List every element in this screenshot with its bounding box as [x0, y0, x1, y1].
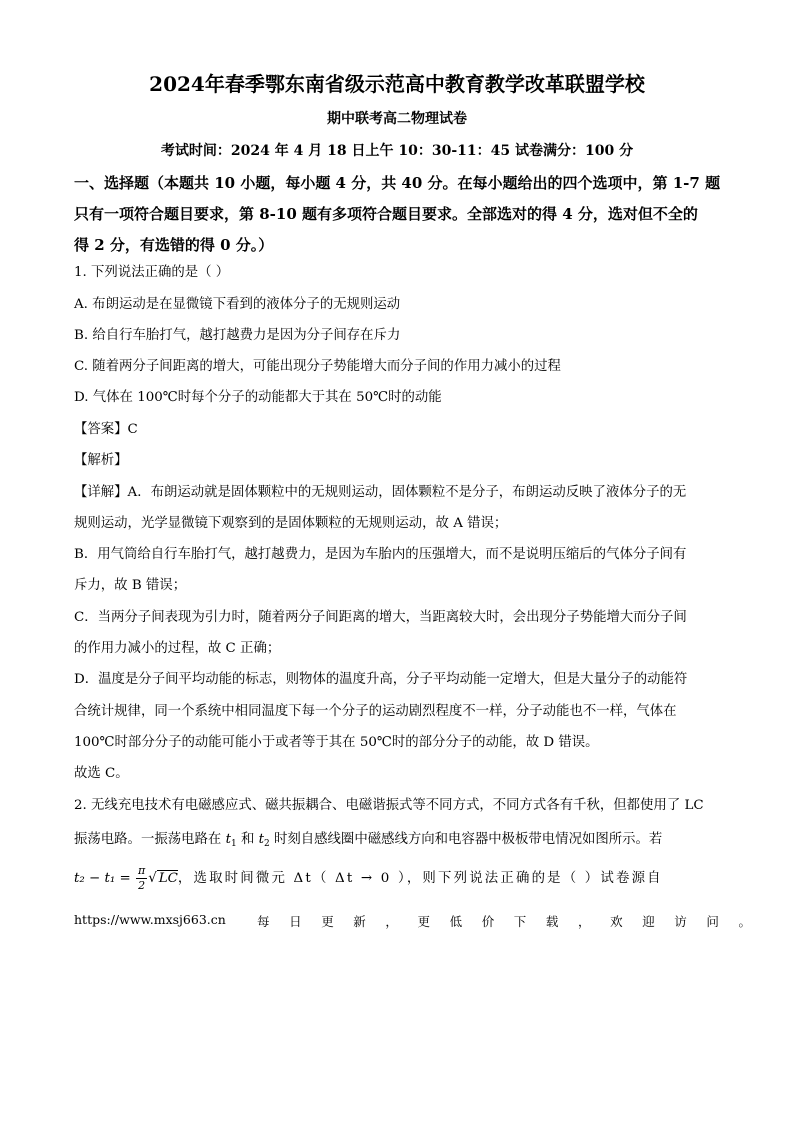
q2-line2 — [74, 830, 662, 854]
q1-stem: 1. 下列说法正确的是（ ） — [74, 265, 230, 280]
q2-line2-text: 时刻自感线圈中磁感线方向和电容器中极板带电情况如图所示。若 — [269, 832, 663, 847]
q1-conclusion: 故选 C。 — [74, 766, 129, 781]
section-line: 一、选择题（本题共 10 小题，每小题 4 分，共 40 分。在每小题给出的四个选项中，第 1-7 题 — [74, 174, 721, 192]
q1-option-b: B. 给自行车胎打气，越打越费力是因为分子间存在斥力 — [74, 328, 401, 343]
formula-lhs: t₂ − t₁ = — [74, 871, 131, 886]
fraction-denominator: 2 — [138, 879, 146, 892]
exam-title: 2024年春季鄂东南省级示范高中教育教学改革联盟学校 — [149, 72, 645, 96]
section-instructions — [74, 168, 724, 261]
t1-subscript: 1 — [230, 839, 237, 849]
fraction-numerator: π — [137, 864, 146, 877]
t2-subscript: 2 — [263, 839, 270, 849]
t1-symbol: t — [225, 832, 231, 847]
q1-detail-line: D．温度是分子间平均动能的标志，则物体的温度升高，分子平均动能一定增大，但是大量分子的动能符 — [74, 672, 688, 687]
t2-symbol: t — [258, 832, 264, 847]
q1-detail-line: 规则运动，光学显微镜下观察到的是固体颗粒的无规则运动，故 A 错误； — [74, 516, 508, 531]
q1-detail-line: 的作用力减小的过程，故 C 正确； — [74, 641, 281, 656]
q1-answer: 【答案】C — [74, 422, 138, 437]
q1-option-c: C. 随着两分子间距离的增大，可能出现分子势能增大而分子间的作用力减小的过程 — [74, 359, 561, 374]
q2-line3-text: ，选取时间微元 Δt（ Δt → 0 ），则下列说法正确的是（ ）试卷源自 — [177, 871, 663, 886]
q2-line2-text: 和 — [236, 832, 259, 847]
sqrt-content: LC — [158, 871, 178, 886]
q2-formula-line — [74, 864, 663, 904]
q1-detail-line: 合统计规律，同一个系统中相同温度下每一个分子的运动剧烈程度不一样，分子动能也不一样，气体在 — [74, 704, 677, 719]
exam-info: 考试时间：2024 年 4 月 18 日上午 10：30-11：45 试卷满分：100 分 — [160, 143, 634, 159]
q1-option-d: D. 气体在 100℃时每个分子的动能都大于其在 50℃时的动能 — [74, 390, 442, 405]
q2-line1: 2. 无线充电技术有电磁感应式、磁共振耦合、电磁谐振式等不同方式，不同方式各有千秋，但都使用了 LC — [74, 798, 704, 813]
q1-analysis-label: 【解析】 — [74, 453, 128, 468]
q1-detail-line: 【详解】A．布朗运动就是固体颗粒中的无规则运动，固体颗粒不是分子，布朗运动反映了液体分子的无 — [74, 485, 687, 500]
source-url: https://www.mxsj663.cn — [74, 912, 226, 927]
exam-subtitle: 期中联考高二物理试卷 — [327, 111, 467, 127]
section-line: 只有一项符合题目要求，第 8-10 题有多项符合题目要求。全部选对的得 4 分，选对但不全的 — [74, 205, 698, 223]
section-line: 得 2 分，有选错的得 0 分。） — [74, 236, 274, 254]
sqrt-sign: √ — [148, 871, 157, 886]
footer-notice: 每日更新，更低价下载，欢迎访问。 — [257, 914, 771, 929]
pi-over-2-fraction — [136, 864, 147, 893]
footer — [74, 912, 771, 929]
q1-option-a: A. 布朗运动是在显微镜下看到的液体分子的无规则运动 — [74, 297, 401, 312]
q1-detail-line: B．用气筒给自行车胎打气，越打越费力，是因为车胎内的压强增大，而不是说明压缩后的气体分子间有 — [74, 547, 687, 562]
q2-line2-text: 振荡电路。一振荡电路在 — [74, 832, 226, 847]
q1-detail-line: 100℃时部分分子的动能可能小于或者等于其在 50℃时的部分分子的动能，故 D 错误。 — [74, 735, 599, 750]
q1-detail-line: 斥力，故 B 错误； — [74, 578, 187, 593]
q1-detail-line: C．当两分子间表现为引力时，随着两分子间距离的增大，当距离较大时，会出现分子势能增大而分子间 — [74, 610, 687, 625]
